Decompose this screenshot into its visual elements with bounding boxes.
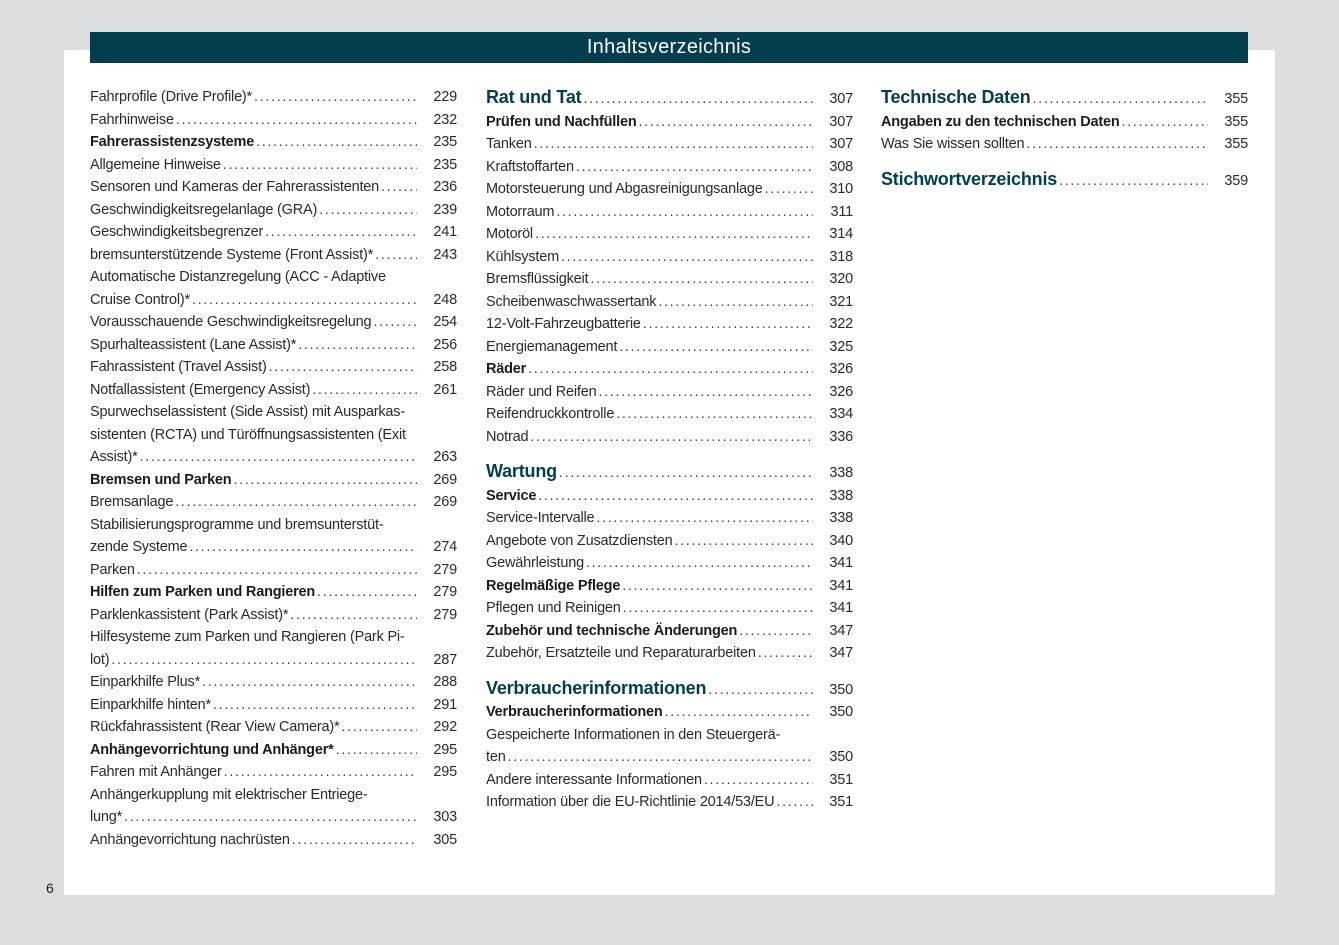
toc-page-number: 355 bbox=[1224, 113, 1248, 130]
dot-leader bbox=[290, 604, 417, 627]
toc-entry[interactable] bbox=[486, 291, 853, 314]
toc-entry[interactable] bbox=[90, 829, 457, 852]
toc-entry[interactable] bbox=[90, 716, 457, 739]
toc-page-number: 347 bbox=[829, 622, 853, 639]
toc-page-number: 341 bbox=[829, 600, 853, 616]
toc-page-number: 322 bbox=[829, 316, 853, 332]
dot-leader bbox=[202, 671, 417, 694]
toc-column-2 bbox=[486, 86, 853, 814]
toc-page-number: 305 bbox=[433, 831, 457, 848]
dot-leader bbox=[616, 403, 813, 426]
toc-entry[interactable] bbox=[486, 246, 853, 269]
toc-entry-title: Anhängevorrichtung und Anhänger* bbox=[90, 741, 334, 758]
toc-entry-title: Bremsen und Parken bbox=[90, 471, 232, 488]
toc-entry[interactable] bbox=[486, 178, 853, 201]
toc-entry[interactable] bbox=[90, 154, 457, 177]
toc-entry-title: Reifendruckkontrolle bbox=[486, 406, 615, 422]
dot-leader bbox=[765, 178, 813, 201]
toc-page-number: 350 bbox=[829, 704, 853, 720]
toc-entry[interactable] bbox=[486, 156, 853, 179]
dot-leader bbox=[1026, 133, 1208, 156]
dot-leader bbox=[535, 223, 813, 246]
toc-entry[interactable] bbox=[90, 266, 457, 311]
toc-entry[interactable] bbox=[486, 86, 853, 111]
dot-leader bbox=[674, 530, 813, 553]
toc-page-number: 256 bbox=[433, 336, 457, 353]
toc-entry-title: Kühlsystem bbox=[486, 248, 559, 265]
toc-entry[interactable] bbox=[90, 199, 457, 222]
toc-entry-title: Parklenkassistent (Park Assist)* bbox=[90, 606, 289, 623]
toc-page-number: 340 bbox=[829, 532, 853, 549]
toc-entry[interactable] bbox=[486, 575, 853, 598]
toc-entry[interactable] bbox=[486, 223, 853, 246]
toc-page-number: 232 bbox=[433, 111, 457, 128]
dot-leader bbox=[140, 446, 417, 469]
toc-entry-title: Notrad bbox=[486, 428, 529, 445]
toc-entry[interactable] bbox=[90, 109, 457, 132]
toc-entry-title: Stichwortverzeichnis bbox=[881, 168, 1058, 189]
toc-page-number: 287 bbox=[433, 651, 457, 668]
toc-entry[interactable] bbox=[486, 769, 853, 792]
dot-leader bbox=[534, 133, 813, 156]
toc-entry-title: Räder bbox=[486, 361, 527, 377]
toc-entry-title: Cruise Control)* bbox=[90, 291, 190, 308]
toc-entry-title: Motoröl bbox=[486, 226, 533, 242]
dot-leader bbox=[223, 154, 417, 177]
toc-page-number: 351 bbox=[829, 794, 853, 810]
toc-entry-title-line: Hilfesysteme zum Parken und Rangieren (Park Pi- bbox=[90, 629, 405, 645]
toc-page-number: 239 bbox=[433, 201, 457, 218]
toc-entry-title: Bremsflüssigkeit bbox=[486, 271, 589, 287]
toc-entry[interactable] bbox=[90, 311, 457, 334]
toc-entry-title: lung* bbox=[90, 809, 123, 825]
dot-leader bbox=[213, 694, 417, 717]
toc-entry-title: Regelmäßige Pflege bbox=[486, 577, 621, 594]
toc-entry[interactable] bbox=[90, 626, 457, 671]
toc-entry-title: Räder und Reifen bbox=[486, 383, 597, 400]
dot-leader bbox=[528, 358, 813, 381]
toc-entry-title: Andere interessante Informationen bbox=[486, 771, 702, 788]
dot-leader bbox=[619, 336, 813, 359]
dot-leader bbox=[233, 469, 417, 492]
toc-entry[interactable] bbox=[90, 379, 457, 402]
dot-leader bbox=[192, 289, 417, 312]
toc-page-number: 308 bbox=[829, 158, 853, 175]
dot-leader bbox=[708, 679, 813, 702]
toc-entry[interactable] bbox=[90, 131, 457, 154]
toc-entry[interactable] bbox=[486, 791, 853, 814]
toc-entry-title: Scheibenwaschwassertank bbox=[486, 293, 657, 310]
toc-page-number: 263 bbox=[433, 449, 457, 465]
toc-page-number: 235 bbox=[433, 156, 457, 173]
toc-entry[interactable] bbox=[881, 133, 1248, 156]
toc-entry-title: Sensoren und Kameras der Fahrerassistenten bbox=[90, 179, 380, 195]
toc-page-number: 347 bbox=[829, 645, 853, 661]
toc-entry-title: Einparkhilfe Plus* bbox=[90, 674, 201, 690]
toc-entry-title: Fahrprofile (Drive Profile)* bbox=[90, 89, 252, 105]
dot-leader bbox=[583, 88, 813, 111]
dot-leader bbox=[576, 156, 813, 179]
toc-page-number: 269 bbox=[433, 471, 457, 488]
toc-page-number: 254 bbox=[433, 314, 457, 330]
dot-leader bbox=[598, 381, 813, 404]
dot-leader bbox=[381, 176, 417, 199]
dot-leader bbox=[265, 221, 417, 244]
toc-entry[interactable] bbox=[486, 268, 853, 291]
toc-entry[interactable] bbox=[90, 604, 457, 627]
toc-page-number: 307 bbox=[829, 136, 853, 152]
dot-leader bbox=[319, 199, 417, 222]
dot-leader bbox=[373, 311, 417, 334]
toc-entry-title: Was Sie wissen sollten bbox=[881, 136, 1025, 152]
dot-leader bbox=[638, 111, 813, 134]
dot-leader bbox=[224, 761, 417, 784]
toc-page-number: 326 bbox=[829, 383, 853, 400]
toc-entry[interactable] bbox=[90, 761, 457, 784]
toc-page-number: 235 bbox=[433, 134, 457, 150]
toc-page-number: 351 bbox=[829, 771, 853, 788]
toc-entry-title: Kraftstoffarten bbox=[486, 158, 574, 175]
dot-leader bbox=[254, 86, 417, 109]
toc-page-number: 243 bbox=[433, 246, 457, 263]
toc-entry-title: Hilfen zum Parken und Rangieren bbox=[90, 584, 316, 600]
toc-entry-title: Prüfen und Nachfüllen bbox=[486, 113, 637, 130]
dot-leader bbox=[665, 701, 814, 724]
toc-page-number: 326 bbox=[829, 361, 853, 377]
toc-entry-title-line: Spurwechselassistent (Side Assist) mit Ausparkas- bbox=[90, 404, 405, 420]
dot-leader bbox=[586, 552, 813, 575]
dot-leader bbox=[175, 491, 417, 514]
toc-entry[interactable] bbox=[90, 401, 457, 469]
page-number: 6 bbox=[46, 880, 54, 896]
toc-entry[interactable] bbox=[90, 694, 457, 717]
dot-leader bbox=[622, 575, 813, 598]
dot-leader bbox=[658, 291, 813, 314]
dot-leader bbox=[375, 244, 417, 267]
toc-column-1 bbox=[90, 86, 457, 851]
toc-page-number: 236 bbox=[433, 179, 457, 195]
dot-leader bbox=[704, 769, 813, 792]
toc-entry-title: ten bbox=[486, 749, 506, 765]
toc-page-number: 350 bbox=[829, 681, 853, 698]
toc-entry-title: Rat und Tat bbox=[486, 87, 582, 107]
toc-page-number: 336 bbox=[829, 428, 853, 445]
dot-leader bbox=[739, 620, 813, 643]
toc-page-number: 350 bbox=[829, 749, 853, 765]
toc-entry-title: Gewährleistung bbox=[486, 555, 584, 571]
toc-page-number: 320 bbox=[829, 271, 853, 287]
toc-entry-title: Fahrassistent (Travel Assist) bbox=[90, 359, 267, 375]
dot-leader bbox=[561, 246, 813, 269]
toc-entry-title: zende Systeme bbox=[90, 539, 188, 555]
toc-column-3 bbox=[881, 86, 1248, 192]
toc-page-number: 359 bbox=[1224, 172, 1248, 189]
toc-entry-title: Fahrhinweise bbox=[90, 111, 174, 128]
toc-page-number: 321 bbox=[829, 293, 853, 310]
toc-entry[interactable] bbox=[90, 491, 457, 514]
toc-entry-title: Anhängevorrichtung nachrüsten bbox=[90, 831, 290, 848]
toc-entry-title: Geschwindigkeitsbegrenzer bbox=[90, 224, 264, 240]
toc-entry-title-line: Automatische Distanzregelung (ACC - Adaptive bbox=[90, 269, 386, 285]
toc-entry-title: Pflegen und Reinigen bbox=[486, 600, 621, 616]
toc-page-number: 261 bbox=[433, 381, 457, 398]
toc-page-number: 338 bbox=[829, 510, 853, 526]
toc-page-number: 311 bbox=[830, 203, 853, 220]
toc-entry-title: Zubehör und technische Änderungen bbox=[486, 622, 738, 639]
dot-leader bbox=[312, 379, 417, 402]
dot-leader bbox=[1059, 170, 1208, 193]
toc-entry[interactable] bbox=[486, 201, 853, 224]
toc-entry-title: Information über die EU-Richtlinie 2014/53/EU bbox=[486, 794, 775, 810]
toc-entry[interactable] bbox=[486, 381, 853, 404]
dot-leader bbox=[556, 201, 813, 224]
toc-entry[interactable] bbox=[90, 86, 457, 109]
toc-entry-title: Rückfahrassistent (Rear View Camera)* bbox=[90, 719, 340, 735]
dot-leader bbox=[256, 131, 417, 154]
toc-entry-title: Einparkhilfe hinten* bbox=[90, 696, 211, 713]
toc-entry[interactable] bbox=[90, 221, 457, 244]
dot-leader bbox=[758, 642, 813, 665]
dot-leader bbox=[336, 739, 417, 762]
toc-page-number: 241 bbox=[433, 224, 457, 240]
toc-entry[interactable] bbox=[90, 784, 457, 829]
toc-entry-title: Zubehör, Ersatzteile und Reparaturarbeiten bbox=[486, 645, 756, 661]
toc-entry[interactable] bbox=[486, 313, 853, 336]
dot-leader bbox=[1122, 111, 1208, 134]
toc-page-number: 341 bbox=[829, 577, 853, 594]
toc-entry-title-line: Stabilisierungsprogramme und bremsunterstüt- bbox=[90, 516, 384, 533]
dot-leader bbox=[124, 806, 417, 829]
dot-leader bbox=[530, 426, 813, 449]
toc-page-number: 334 bbox=[829, 406, 853, 422]
toc-page-number: 338 bbox=[829, 487, 853, 504]
toc-entry[interactable] bbox=[486, 677, 853, 702]
toc-page-number: 338 bbox=[829, 465, 853, 481]
toc-entry-title: Parken bbox=[90, 561, 135, 578]
toc-page-number: 310 bbox=[829, 181, 853, 197]
toc-page-number: 355 bbox=[1224, 136, 1248, 152]
toc-entry[interactable] bbox=[90, 356, 457, 379]
toc-entry[interactable] bbox=[90, 334, 457, 357]
toc-entry[interactable] bbox=[486, 701, 853, 724]
toc-entry-title: Motorraum bbox=[486, 203, 555, 220]
toc-page-number: 279 bbox=[433, 606, 457, 623]
toc-entry[interactable] bbox=[90, 514, 457, 559]
dot-leader bbox=[508, 746, 813, 769]
toc-entry-title: Technische Daten bbox=[881, 87, 1031, 107]
toc-entry-title: Fahren mit Anhänger bbox=[90, 764, 222, 780]
toc-entry-title: Allgemeine Hinweise bbox=[90, 156, 221, 173]
toc-entry[interactable] bbox=[90, 671, 457, 694]
toc-entry[interactable] bbox=[90, 559, 457, 582]
dot-leader bbox=[176, 109, 417, 132]
dot-leader bbox=[623, 597, 813, 620]
dot-leader bbox=[596, 507, 813, 530]
toc-entry[interactable] bbox=[486, 403, 853, 426]
toc-entry-title: Bremsanlage bbox=[90, 494, 174, 510]
toc-entry-title: Service bbox=[486, 487, 537, 504]
toc-entry[interactable] bbox=[90, 469, 457, 492]
toc-page-number: 258 bbox=[433, 359, 457, 375]
toc-entry-title: Energiemanagement bbox=[486, 338, 618, 355]
toc-page-number: 314 bbox=[829, 226, 853, 242]
toc-entry-title: Wartung bbox=[486, 461, 557, 481]
toc-page-number: 279 bbox=[433, 584, 457, 600]
toc-entry[interactable] bbox=[881, 111, 1248, 134]
toc-entry-title: Vorausschauende Geschwindigkeitsregelung bbox=[90, 314, 372, 330]
toc-page-number: 229 bbox=[433, 89, 457, 105]
toc-page-number: 248 bbox=[433, 291, 457, 308]
toc-entry-title: Tanken bbox=[486, 136, 532, 152]
toc-entry[interactable] bbox=[486, 620, 853, 643]
toc-entry[interactable] bbox=[486, 597, 853, 620]
toc-entry[interactable] bbox=[90, 244, 457, 267]
toc-entry[interactable] bbox=[90, 176, 457, 199]
toc-entry-title-line: Gespeicherte Informationen in den Steuergerä- bbox=[486, 726, 781, 743]
page-title: Inhaltsverzeichnis bbox=[90, 32, 1248, 63]
toc-page-number: 292 bbox=[433, 719, 457, 735]
toc-page-number: 288 bbox=[433, 674, 457, 690]
toc-entry[interactable] bbox=[486, 111, 853, 134]
toc-entry[interactable] bbox=[486, 485, 853, 508]
dot-leader bbox=[776, 791, 813, 814]
toc-page-number: 307 bbox=[829, 91, 853, 107]
toc-entry-title: Geschwindigkeitsregelanlage (GRA) bbox=[90, 201, 318, 218]
toc-page-number: 307 bbox=[829, 113, 853, 130]
dot-leader bbox=[298, 334, 417, 357]
dot-leader bbox=[292, 829, 417, 852]
toc-entry[interactable] bbox=[486, 460, 853, 485]
toc-entry-title: Verbraucherinformationen bbox=[486, 704, 663, 720]
toc-entry[interactable] bbox=[486, 336, 853, 359]
toc-entry-title-line: sistenten (RCTA) und Türöffnungsassistenten (Exit bbox=[90, 426, 406, 443]
dot-leader bbox=[137, 559, 417, 582]
toc-entry[interactable] bbox=[90, 581, 457, 604]
toc-page-number: 303 bbox=[433, 809, 457, 825]
toc-entry-title: Spurhalteassistent (Lane Assist)* bbox=[90, 336, 297, 353]
dot-leader bbox=[189, 536, 417, 559]
toc-page-number: 341 bbox=[829, 555, 853, 571]
toc-entry-title: bremsunterstützende Systeme (Front Assist)* bbox=[90, 246, 374, 263]
toc-page-number: 291 bbox=[433, 696, 457, 713]
toc-entry-title: Fahrerassistenzsysteme bbox=[90, 134, 255, 150]
toc-entry[interactable] bbox=[881, 168, 1248, 193]
toc-entry[interactable] bbox=[486, 552, 853, 575]
dot-leader bbox=[590, 268, 813, 291]
dot-leader bbox=[269, 356, 417, 379]
toc-entry-title: Angaben zu den technischen Daten bbox=[881, 113, 1120, 130]
toc-entry-title: Verbraucherinformationen bbox=[486, 677, 707, 698]
toc-entry[interactable] bbox=[486, 426, 853, 449]
dot-leader bbox=[538, 485, 813, 508]
toc-entry-title: Service-Intervalle bbox=[486, 510, 595, 526]
dot-leader bbox=[559, 462, 813, 485]
dot-leader bbox=[317, 581, 417, 604]
toc-page-number: 269 bbox=[433, 494, 457, 510]
toc-entry-title: Assist)* bbox=[90, 449, 138, 465]
toc-entry[interactable] bbox=[486, 358, 853, 381]
dot-leader bbox=[1033, 88, 1208, 111]
toc-page-number: 295 bbox=[433, 764, 457, 780]
dot-leader bbox=[341, 716, 417, 739]
toc-entry-title-line: Anhängerkupplung mit elektrischer Entriege- bbox=[90, 786, 368, 803]
toc-page-number: 274 bbox=[433, 539, 457, 555]
toc-entry-title: Notfallassistent (Emergency Assist) bbox=[90, 381, 311, 398]
toc-entry-title: Motorsteuerung und Abgasreinigungsanlage bbox=[486, 181, 763, 197]
toc-entry[interactable] bbox=[486, 642, 853, 665]
toc-entry-title: lot) bbox=[90, 651, 110, 668]
toc-page-number: 325 bbox=[829, 338, 853, 355]
toc-page-number: 318 bbox=[829, 248, 853, 265]
toc-entry[interactable] bbox=[881, 86, 1248, 111]
toc-entry[interactable] bbox=[486, 530, 853, 553]
toc-page-number: 295 bbox=[433, 741, 457, 758]
toc-page-number: 355 bbox=[1224, 91, 1248, 107]
toc-entry-title: 12-Volt-Fahrzeugbatterie bbox=[486, 316, 641, 332]
dot-leader bbox=[643, 313, 813, 336]
toc-entry-title: Angebote von Zusatzdiensten bbox=[486, 532, 673, 549]
toc-page-number: 279 bbox=[433, 561, 457, 578]
dot-leader bbox=[111, 649, 417, 672]
toc-entry[interactable] bbox=[486, 507, 853, 530]
toc-entry[interactable] bbox=[486, 724, 853, 769]
toc-entry[interactable] bbox=[486, 133, 853, 156]
toc-entry[interactable] bbox=[90, 739, 457, 762]
